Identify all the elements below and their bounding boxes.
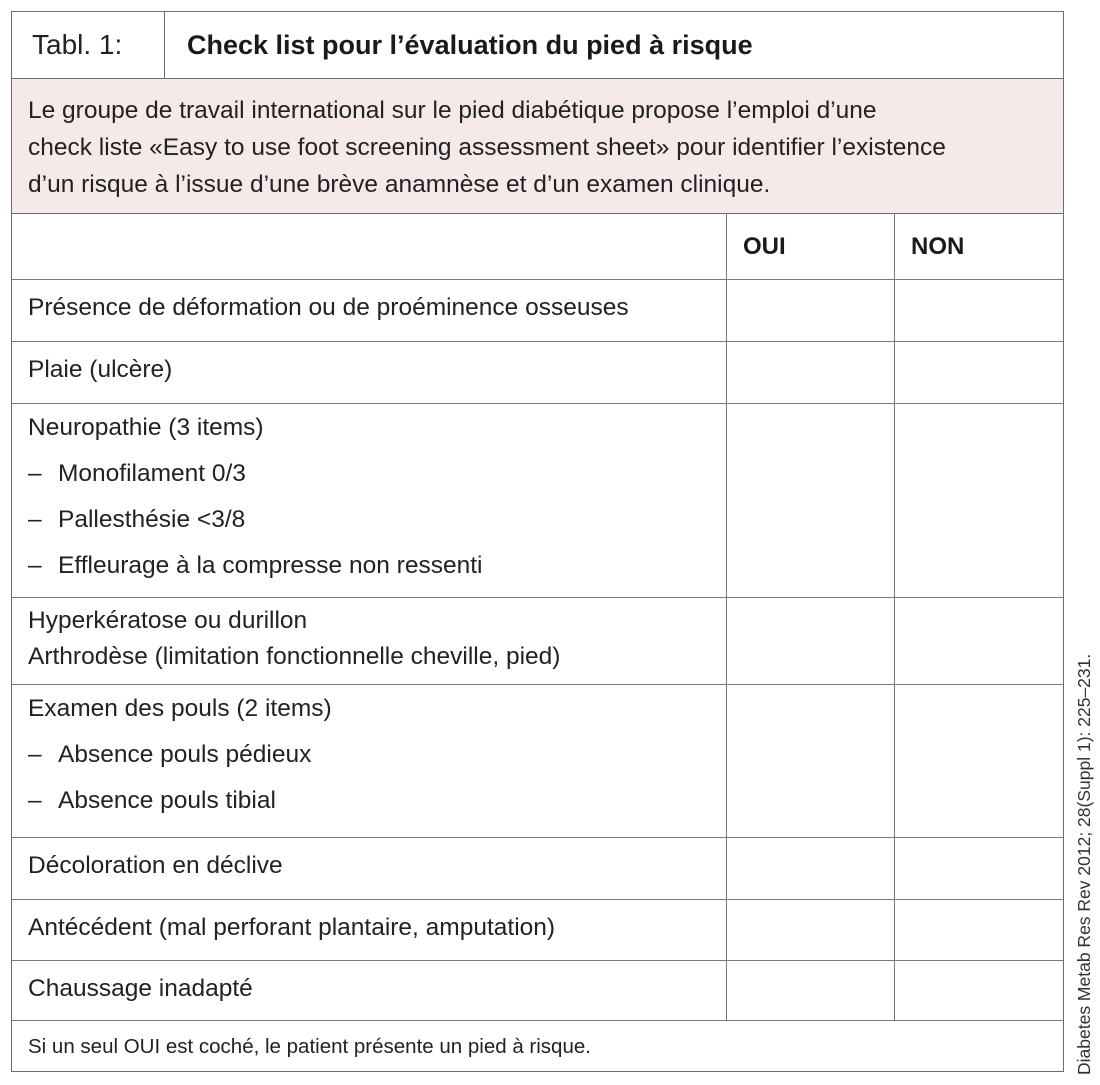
- table-row: [12, 404, 1063, 598]
- bullet-item: [28, 506, 245, 534]
- bullet-item: [28, 552, 482, 580]
- oui-checkbox-cell[interactable]: [727, 900, 895, 960]
- row-label: [12, 900, 727, 960]
- table-title: Check list pour l’évaluation du pied à risque: [187, 30, 753, 60]
- table-row: [12, 280, 1063, 342]
- row-label: [12, 838, 727, 899]
- bullet-text: Absence pouls pédieux: [58, 741, 312, 768]
- table-row: [12, 342, 1063, 404]
- oui-checkbox-cell[interactable]: [727, 598, 895, 684]
- row-text: Hyperkératose ou durillon: [28, 607, 308, 634]
- row-label: [12, 404, 727, 597]
- oui-checkbox-cell[interactable]: [727, 838, 895, 899]
- non-checkbox-cell[interactable]: [895, 280, 1063, 341]
- dash-mark: –: [28, 741, 42, 768]
- row-text: Chaussage inadapté: [28, 975, 253, 1002]
- non-checkbox-cell[interactable]: [895, 685, 1063, 837]
- bullet-text: Pallesthésie <3/8: [58, 506, 246, 533]
- row-label: [12, 280, 727, 341]
- table-row: [12, 900, 1063, 961]
- bullet-text: Absence pouls tibial: [58, 787, 276, 814]
- column-header-oui: OUI: [727, 214, 895, 279]
- bullet-item: [28, 787, 276, 815]
- row-label: [12, 961, 727, 1020]
- oui-checkbox-cell[interactable]: [727, 280, 895, 341]
- column-header-row: [12, 214, 1063, 280]
- table-row: [12, 961, 1063, 1021]
- row-label: [12, 598, 727, 684]
- non-checkbox-cell[interactable]: [895, 961, 1063, 1020]
- non-checkbox-cell[interactable]: [895, 838, 1063, 899]
- non-checkbox-cell[interactable]: [895, 404, 1063, 597]
- row-label: [12, 685, 727, 837]
- row-text: Décoloration en déclive: [28, 852, 283, 879]
- dash-mark: –: [28, 460, 42, 487]
- row-text: Neuropathie (3 items): [28, 414, 264, 441]
- intro-text: [12, 79, 1063, 214]
- oui-checkbox-cell[interactable]: [727, 961, 895, 1020]
- oui-checkbox-cell[interactable]: [727, 685, 895, 837]
- row-text: Présence de déformation ou de proéminence osseuses: [28, 294, 629, 321]
- intro-line: Le groupe de travail international sur le pied diabétique propose l’emploi d’une: [28, 97, 877, 124]
- table-row: [12, 838, 1063, 900]
- oui-checkbox-cell[interactable]: [727, 404, 895, 597]
- column-header-non: NON: [911, 233, 965, 260]
- source-citation: Diabetes Metab Res Rev 2012; 28(Suppl 1): 225–231.: [1074, 653, 1094, 1075]
- row-text: Plaie (ulcère): [28, 356, 173, 383]
- dash-mark: –: [28, 552, 42, 579]
- bullet-item: [28, 741, 311, 769]
- dash-mark: –: [28, 506, 42, 533]
- non-checkbox-cell[interactable]: [895, 598, 1063, 684]
- bullet-text: Monofilament 0/3: [58, 460, 246, 487]
- row-label: [12, 342, 727, 403]
- checklist-table: [11, 11, 1064, 1072]
- bullet-item: [28, 460, 246, 488]
- row-text: Antécédent (mal perforant plantaire, amputation): [28, 914, 556, 941]
- row-text: Arthrodèse (limitation fonctionnelle cheville, pied): [28, 643, 561, 670]
- footnote: Si un seul OUI est coché, le patient présente un pied à risque.: [28, 1035, 591, 1058]
- table-row: [12, 598, 1063, 685]
- table-header: [12, 12, 1063, 79]
- intro-line: check liste «Easy to use foot screening assessment sheet» pour identifier l’existence: [28, 134, 946, 161]
- dash-mark: –: [28, 787, 42, 814]
- oui-checkbox-cell[interactable]: [727, 342, 895, 403]
- table-row: [12, 685, 1063, 838]
- row-text: Examen des pouls (2 items): [28, 695, 332, 722]
- table-number: Tabl. 1:: [12, 12, 165, 78]
- non-checkbox-cell[interactable]: [895, 900, 1063, 960]
- non-checkbox-cell[interactable]: [895, 342, 1063, 403]
- bullet-text: Effleurage à la compresse non ressenti: [58, 552, 483, 579]
- intro-line: d’un risque à l’issue d’une brève anamnèse et d’un examen clinique.: [28, 171, 771, 198]
- column-header-blank: [12, 214, 727, 279]
